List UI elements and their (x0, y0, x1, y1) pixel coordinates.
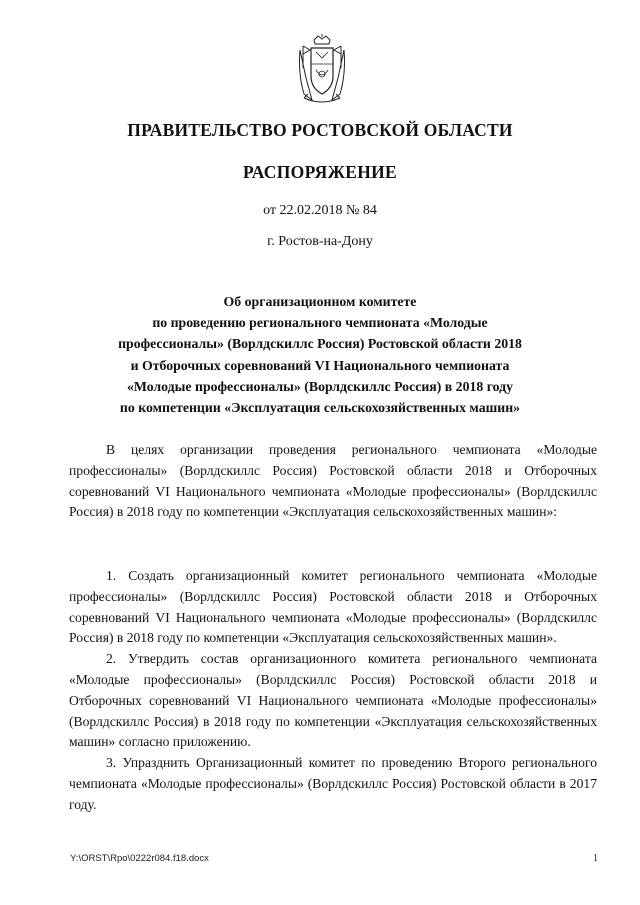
subject-line: Об организационном комитете (223, 294, 417, 309)
document-city: г. Ростов-на-Дону (267, 234, 373, 249)
preamble-paragraph: В целях организации проведения регионального чемпионата «Молодые профессионалы» (Ворлдскиллс Россия) Ростовской области 2018 и Отборочных соревнований VI Национального чемпионата «Молодые профессионалы» (Ворлдскиллс Россия) в 2018 году по компетенции «Эксплуатация сельскохозяйственных машин»: (69, 442, 597, 520)
footer-page-number: 1 (593, 853, 598, 864)
order-item-2: 2. Утвердить состав организационного комитета регионального чемпионата «Молодые профессионалы» (Ворлдскиллс Россия) Ростовской области 2018 и Отборочных соревнований VI Национального чемпионата «Молодые профессионалы» (Ворлдскиллс Россия) в 2018 году по компетенции «Эксплуатация сельскохозяйственных машин» согласно приложению. (69, 651, 597, 750)
subject-line: профессионалы» (Ворлдскиллс Россия) Ростовской области 2018 (118, 336, 522, 352)
document-subject (60, 291, 580, 418)
order-items-section (69, 566, 597, 816)
footer-file-path: Y:\ORST\Rpo\0222r084.f18.docx (70, 853, 209, 864)
subject-line: по компетенции «Эксплуатация сельскохозяйственных машин» (119, 400, 521, 416)
subject-line: по проведению регионального чемпионата «Молодые (152, 315, 488, 331)
subject-line: «Молодые профессионалы» (Ворлдскиллс Россия) в 2018 году (126, 378, 514, 394)
preamble-section (69, 440, 597, 523)
government-title: ПРАВИТЕЛЬСТВО РОСТОВСКОЙ ОБЛАСТИ (127, 120, 513, 140)
document-date-number: от 22.02.2018 № 84 (263, 203, 377, 218)
order-item-3: 3. Упразднить Организационный комитет по проведению Второго регионального чемпионата «Молодые профессионалы» (Ворлдскиллс Россия) Ростовской области в 2017 году. (69, 755, 597, 812)
document-type-title: РАСПОРЯЖЕНИЕ (242, 162, 397, 182)
subject-line: и Отборочных соревнований VI Национального чемпионата (130, 357, 510, 373)
coat-of-arms-icon (294, 34, 350, 106)
order-item-1: 1. Создать организационный комитет регионального чемпионата «Молодые профессионалы» (Ворлдскиллс Россия) Ростовской области 2018 и Отборочных соревнований VI Национального чемпионата «Молодые профессионалы» (Ворлдскиллс Россия) в 2018 году по компетенции «Эксплуатация сельскохозяйственных машин». (69, 568, 597, 646)
